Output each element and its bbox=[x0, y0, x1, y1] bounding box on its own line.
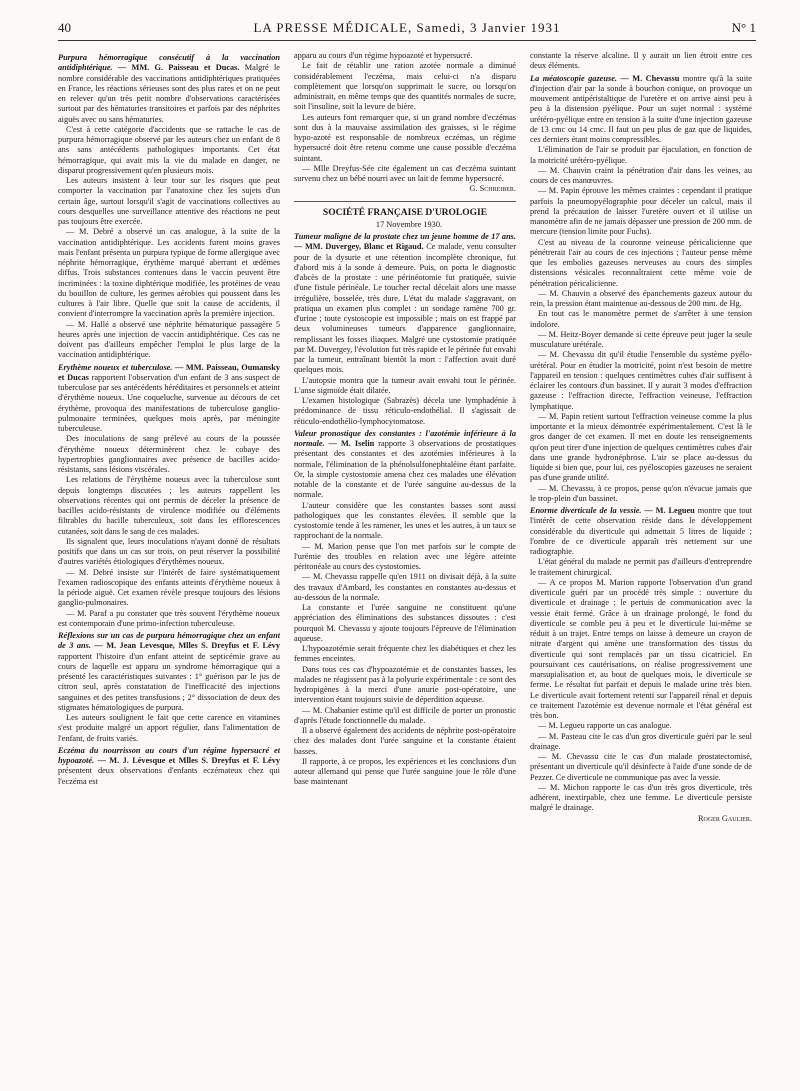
article-paragraph bbox=[58, 363, 280, 435]
article-text: présentent deux observations d'enfants eczémateux chez qui l'eczéma est bbox=[58, 766, 280, 786]
article-authors: — M. Legueu bbox=[641, 506, 698, 515]
page-number: 40 bbox=[58, 20, 71, 35]
paragraph: — M. Marion pense que l'on met parfois sur le compte de l'urémie des troubles en relation avec une légère atteinte péritonéale au cours des cystostomies. bbox=[294, 541, 516, 571]
page-header bbox=[58, 18, 756, 41]
paragraph: Il a observé également des accidents de néphrite post-opératoire chez des malades dont l'urée sanguine et la constante étaient basses. bbox=[294, 726, 516, 756]
article-text: Ce malade, venu consulter pour de la dysurie et une rétention incomplète chronique, fut d'abord mis à la sonde à demeure. Puis, on porta le diagnostic d'abcès de la prostate : une périnéotomie fut pratiquée, suivie d'une fistule périnéale. Le toucher rectal décelait alors une masse irrégulière, bosselée, très dure. L'état du malade s'aggravant, on pratiqua un examen plus complet : un sondage ramène 700 gr. d'urine ; toute cystoscopie est impossible ; mais on est frappé par deux volumineuses tumeurs d'apparence ganglionnaire, remplissant les fosses iliaques. Malgré une cystostomie pratiquée par M. Duvergey, l'évolution fut très rapide et le périnée fut envahi par la tumeur, entraînant bientôt la mort : l'affection avait duré quelques mois. bbox=[294, 242, 516, 375]
paragraph: — M. Paraf a pu constater que très souvent l'érythème noueux est contemporain d'une primo-infection tuberculeuse. bbox=[58, 608, 280, 628]
paragraph: Dans tous ces cas d'hypoazotémie et de constantes basses, les malades ne réagissent pas à la polyurie expérimentale : ce sont des hydropigènes à la merci d'une anurie post-opératoire, une intervention étant toujours suivie de déperdition aqueuse. bbox=[294, 664, 516, 705]
article-text: Malgré le nombre considérable des vaccinations antidiphtériques pratiquées en France, les réactions sérieuses sont des plus rares et on ne peut en relever qu'un très petit nombre d'observations caractérisées surtout par des hématuries transitoires et parfois par des néphrites aiguës avec ou sans hématuries. bbox=[58, 63, 280, 124]
article-authors: — M. J. Lévesque et Mlles S. Dreyfus et F. Lévy bbox=[94, 756, 280, 765]
paragraph: — M. Chevassu cite le cas d'un malade prostatectomisé, présentant un diverticule qu'il désinfecte à l'aide d'une sonde de de Pezzer. Ce diverticule ne communique pas avec la vessie. bbox=[530, 752, 752, 782]
article-authors: — M. Chevassu bbox=[616, 73, 683, 83]
paragraph: constante la réserve alcaline. Il y aurait un lien étroit entre ces deux éléments. bbox=[530, 51, 752, 71]
paragraph: Les auteurs soulignent le fait que cette carence en vitamines s'est produite malgré un apport régulier, dans l'alimentation de l'enfant, de fruits variés. bbox=[58, 713, 280, 743]
paragraph: — M. Chauvin craint la pénétration d'air dans les veines, au cours de ces manœuvres. bbox=[530, 165, 752, 185]
article-authors: — MM. Duvergey, Blanc et Rigaud. bbox=[294, 242, 427, 252]
paragraph: — M. Chevassu, à ce propos, pense qu'on n'évacue jamais que le trop-plein d'un bassinet. bbox=[530, 483, 752, 503]
session-date: 17 Novembre 1930. bbox=[375, 219, 443, 229]
paragraph: L'élimination de l'air se produit par éjaculation, en fonction de la motricité urétéro-pyélique. bbox=[530, 145, 752, 165]
paragraph: L'état général du malade ne permit pas d'ailleurs d'entreprendre le traitement chirurgical. bbox=[530, 557, 752, 577]
article-title: Enorme diverticule de la vessie. bbox=[530, 506, 642, 515]
article-title: Eczéma du nourrisson au cours d'un régime hypersucré et hypoazoté. bbox=[58, 745, 280, 765]
paragraph: Le fait de rétablir une ration azotée normale a diminué considérablement l'eczéma, mais celui-ci n'a disparu complètement que lorsqu'on supprimait le sucre, ou lorsqu'on administrait, en même temps que des quantités normales de sucre, soit l'insuline, soit la levure de bière. bbox=[294, 61, 516, 112]
article-paragraph bbox=[58, 631, 280, 713]
paragraph: — M. Legueu rapporte un cas analogue. bbox=[538, 721, 672, 731]
article-paragraph bbox=[294, 232, 516, 376]
paragraph: C'est à cette catégorie d'accidents que se rattache le cas de purpura hémorragique observé par les auteurs chez un enfant de 8 ans sans antécédents pathologiques importants. Cet état hémorragique, qui avait mis la vie du malade en danger, ne disparut progressivement qu'en plusieurs mois. bbox=[58, 124, 280, 175]
article-paragraph bbox=[58, 746, 280, 787]
article-title: Valeur pronostique des constantes : l'azotémie inférieure à la normale. bbox=[294, 428, 516, 448]
author-signature: Roger Gaulier. bbox=[697, 813, 752, 823]
article-paragraph bbox=[294, 429, 516, 501]
columns bbox=[58, 51, 756, 1091]
article-paragraph bbox=[530, 506, 752, 557]
column-2 bbox=[294, 51, 516, 1091]
paragraph: L'auteur considère que les constantes basses sont aussi pathologiques que les constantes élevées. Il semble que la cystostomie tende à les ramener, les unes et les autres, à un taux se rapprochant de la normale. bbox=[294, 500, 516, 541]
article-text: montre que tout l'intérêt de cette observation réside dans le développement considérable du diverticule qui admettait 5 litres de liquide ; l'ombre de ce diverticule apparaît très nettement sur une radiographie. bbox=[530, 506, 752, 556]
paragraph: Il rapporte, à ce propos, les expériences et les conclusions d'un auteur allemand qui pense que l'urée sanguine joue le rôle d'une base maintenant bbox=[294, 756, 516, 787]
paragraph: — M. Hallé a observé une néphrite hématurique passagère 5 heures après une injection de vaccin antidiphtérique. Ces cas ne doivent pas d'ailleurs empêcher l'emploi le plus large de la vaccination antidiphtérique. bbox=[58, 319, 280, 360]
paragraph: La constante et l'urée sanguine ne constituent qu'une appréciation des éliminations des substances dissoutes : c'est pourquoi M. Chevassu y ajoute toujours l'épreuve de l'élimination aqueuse. bbox=[294, 603, 516, 643]
article-title: Purpura hémorragique consécutif à la vaccination antidiphtérique. bbox=[58, 53, 280, 73]
article-text: rapportent l'observation d'un enfant de 3 ans suspect de tuberculose par ses antécédents héréditaires et personnels et atteint d'érythème noueux. Une coqueluche, survenue au décours de cet érythème, provoqua des manifestations de tuberculose ganglio-pulmonaire terminées, quelques mois après, par méningite tuberculeuse. bbox=[58, 372, 280, 433]
article-authors: — M. Iselin bbox=[324, 439, 379, 448]
paragraph: — M. Chevassu dit qu'il étudie l'ensemble du système pyélo-urétéral. Pour en étudier la motricité, point n'est besoin de mettre l'appareil en tension : quelques centimètres cubes d'air suffisent à éclairer les contours d'un bassinet. Il y aurait 3 modes d'effraction gazeuse : l'effraction directe, l'effraction veineuse, l'effraction lymphatique. bbox=[530, 350, 752, 411]
article-text: rapportent l'histoire d'un enfant atteint de septicémie grave au cours de laquelle est apparu un syndrome hémorragique qui a présenté les caractéristiques suivantes : 1° guérison par le jus de citron seul, après constatation de l'inefficacité des injections sanguines et des petites transfusions ; 2° dissociation de deux des stigmates hématologiques de purpura. bbox=[58, 651, 280, 712]
article-authors: — M. Jean Levesque, Mlles S. Dreyfus et F. Lévy bbox=[90, 641, 280, 651]
article-title: Erythème noueux et tuberculose. bbox=[58, 362, 173, 372]
column-3 bbox=[530, 51, 752, 1091]
article-title: Tumeur maligne de la prostate chez un jeune homme de 17 ans. bbox=[294, 232, 516, 241]
column-1 bbox=[58, 51, 280, 1091]
article-title: Réflexions sur un cas de purpura hémorragique chez un enfant de 3 ans. bbox=[58, 631, 280, 651]
article-paragraph bbox=[58, 53, 280, 125]
paragraph: L'autopsie montra que la tumeur avait envahi tout le périnée. L'anse sigmoïde était dilatée. bbox=[294, 375, 516, 395]
paragraph: En tout cas le manomètre permet de s'arrêter à une tension indolore. bbox=[530, 309, 752, 329]
article-paragraph bbox=[530, 74, 752, 146]
paragraph: — M. Debré a observé un cas analogue, à la suite de la vaccination antidiphtérique. Les accidents furent moins graves mais l'enfant présenta un purpura typique de forme allergique avec néphrite hémorragique, érythème marqué aberrant et œdèmes diffus. Trois substances contenues dans le vaccin peuvent être incriminées : la toxine diphtérique modifiée, les protéines de veau du bouillon de culture, les germes aérobies qui poussent dans les cultures à l'air libre. Quelle que soit la cause de accidents, il convient d'interrompre la vaccination après la première injection. bbox=[58, 227, 280, 319]
article-text: rapporte 3 observations de prostatiques présentant des constantes et des azotémies inférieures à la normale, l'élimination de la phénolsulfonephtaléine étant parfaite. Or, la simple cystostomie amena chez ces malades une élévation notable de la constante et de l'urée sanguine au-dessus de la normale. bbox=[294, 439, 516, 500]
paragraph: — M. Chabanier estime qu'il est difficile de porter un pronostic d'après l'étude fonctionnelle du malade. bbox=[294, 705, 516, 725]
paragraph: Ils signalent que, leurs inoculations n'ayant donné de résultats positifs que dans un cas sur trois, on peut réserver la possibilité d'autres variétés étiologiques d'érythèmes noueux. bbox=[58, 536, 280, 567]
paragraph: — M. Chauvin a observé des épanchements gazeux autour du rein, la pression étant maintenue au-dessous de 200 mm. de Hg. bbox=[530, 288, 752, 308]
paragraph: — A ce propos M. Marion rapporte l'observation d'un grand diverticule guéri par un procédé très simple : ouverture du diverticule et drainage ; le pertuis de communication avec la vessie était fermé. Grâce à un drainage prolongé, le fond du diverticule se comble peu à peu et le diverticule lui-même se réduit à un trajet. Entre temps on laisse à demeure un crayon de nitrate d'argent qui amène une transformation des tissus du diverticule qui sont remplacés par un tissu cicatriciel. En poursuivant ces cautérisations, on réalise progressivement une marsupialisation et, au bout de quelques mois, le diverticule se ferme. Le résultat fut parfait et depuis le malade urine très bien. Le diverticule avait fortement retenti sur l'appareil rénal et depuis ce traitement l'azotémie est devenue normale et l'état général est très bon. bbox=[530, 577, 752, 720]
paragraph: Les auteurs insistent à leur tour sur les risques que peut comporter la vaccination par l'anatoxine chez les sujets d'un certain âge, surtout lorsqu'il s'agit de vaccinations collectives au cours desquelles une surveillance attentive des réactions ne peut pas toujours être exercée. bbox=[58, 176, 280, 226]
paragraph: — M. Chevassu rappelle qu'en 1911 on divisait déjà, à la suite des travaux d'Ambard, les constantes en constantes au-dessus et au-dessous de la normale. bbox=[294, 572, 516, 602]
paragraph: Les auteurs font remarquer que, si un grand nombre d'eczémas sont dus à la mauvaise assimilation des graisses, si le régime hypo-azoté est responsable de nombreux eczémas, un régime hypersucré doit être retenu comme une cause possible d'eczéma suintant. bbox=[294, 112, 516, 163]
issue-number: N° 1 bbox=[731, 20, 756, 35]
paragraph: — M. Papin éprouve les mêmes craintes : cependant il pratique parfois la pneumopyélographie pour déceler un calcul, mais il prend la précaution de laisser l'uretère ouvert et il utilise un manomètre afin de ne jamais dépasser une pression de 200 mm. de mercure (tension limite pour Fuchs). bbox=[530, 186, 752, 237]
paragraph: Des inoculations de sang prélevé au cours de la poussée d'érythème noueux déterminèrent chez le cobaye des hypertrophies ganglionnaires avec présence de bacilles acido-résistants, sans lésions viscérales. bbox=[58, 434, 280, 474]
article-title: La méatoscopie gazeuse. bbox=[530, 73, 617, 83]
article-authors: — MM. G. Paisseau et Ducas. bbox=[112, 63, 245, 73]
paragraph: — Mlle Dreyfus-Sée cite également un cas d'eczéma suintant survenu chez un bébé nourri avec un lait de femme hypersucré. bbox=[294, 163, 516, 183]
paragraph: Les relations de l'érythème noueux avec la tuberculose sont depuis longtemps discutées ; les auteurs rappellent les observations récentes qui ont permis de déceler la présence de bacilles acido-résistants de virulence modifiée ou d'éléments filtrables du bacille tuberculeux, soit dans les efflorescences cutanées, soit dans le sang de ces malades. bbox=[58, 475, 280, 536]
author-signature: G. Schreiber. bbox=[469, 184, 516, 194]
paragraph: apparu au cours d'un régime hypoazoté et hypersucré. bbox=[294, 51, 473, 60]
section-heading: SOCIÉTÉ FRANÇAISE D'UROLOGIE bbox=[294, 201, 516, 218]
article-authors: — MM. Paisseau, Oumansky et Ducas bbox=[58, 362, 280, 382]
masthead-title: LA PRESSE MÉDICALE, Samedi, 3 Janvier 1931 bbox=[253, 20, 561, 35]
paragraph: — M. Papin retient surtout l'effraction veineuse comme la plus importante et la mieux démontrée expérimentalement. C'est là le gros danger de cet examen. Il met en doute les renseignements qu'on peut tirer d'une injection de quelques centimètres cubes d'air dans une grande hydronéphrose. L'air se place au-dessus du liquide si bien que, pour lui, ces pyéloscopies gazeuses ne seraient pas d'une grande utilité. bbox=[530, 411, 752, 483]
paragraph: — M. Heitz-Boyer demande si cette épreuve peut juger la seule musculature urétérale. bbox=[530, 329, 752, 349]
paragraph: L'hypoazotémie serait fréquente chez les diabétiques et chez les femmes enceintes. bbox=[294, 644, 516, 664]
paragraph: — M. Pasteau cite le cas d'un gros diverticule guéri par le seul drainage. bbox=[530, 731, 752, 751]
article-text: montre qu'à la suite d'injection d'air par la sonde à bouchon conique, on provoque un mouvement antipéristaltique de l'uretère et on arrive ainsi peu à peu à la distension pyélique. Pour un sujet normal : système urétéro-pyélique entre en tension à la suite d'une injection gazeuse de 13 cmc ou 14 cmc. Il faut un peu plus de gaz que de liquides, ces derniers étant moins compressibles. bbox=[530, 73, 752, 144]
paragraph: — M. Michon rapporte le cas d'un très gros diverticule, très adhérent, inextirpable, chez une femme. Le diverticule persiste malgré le drainage. bbox=[530, 782, 752, 813]
paragraph: L'examen histologique (Sabrazès) décela une lymphadénie à prédominance de tissu réticulo-endothélial. Il s'agissait de réticulo-endothélio-lymphocytomatose. bbox=[294, 396, 516, 426]
paragraph: C'est au niveau de la couronne veineuse péricalicienne que pénétrerait l'air au cours de ces injections ; l'auteur pense même que les embolies gazeuses nerveuses au cours des simples distensions vésicales reconnaîtraient cette même voie de pénétration péricalicienne. bbox=[530, 237, 752, 288]
paragraph: — M. Debré insiste sur l'intérêt de faire systématiquement l'examen radioscopique des enfants atteints d'érythème noueux à la période aiguë. Cet examen révèle presque toujours des lésions ganglio-pulmonaires. bbox=[58, 567, 280, 608]
